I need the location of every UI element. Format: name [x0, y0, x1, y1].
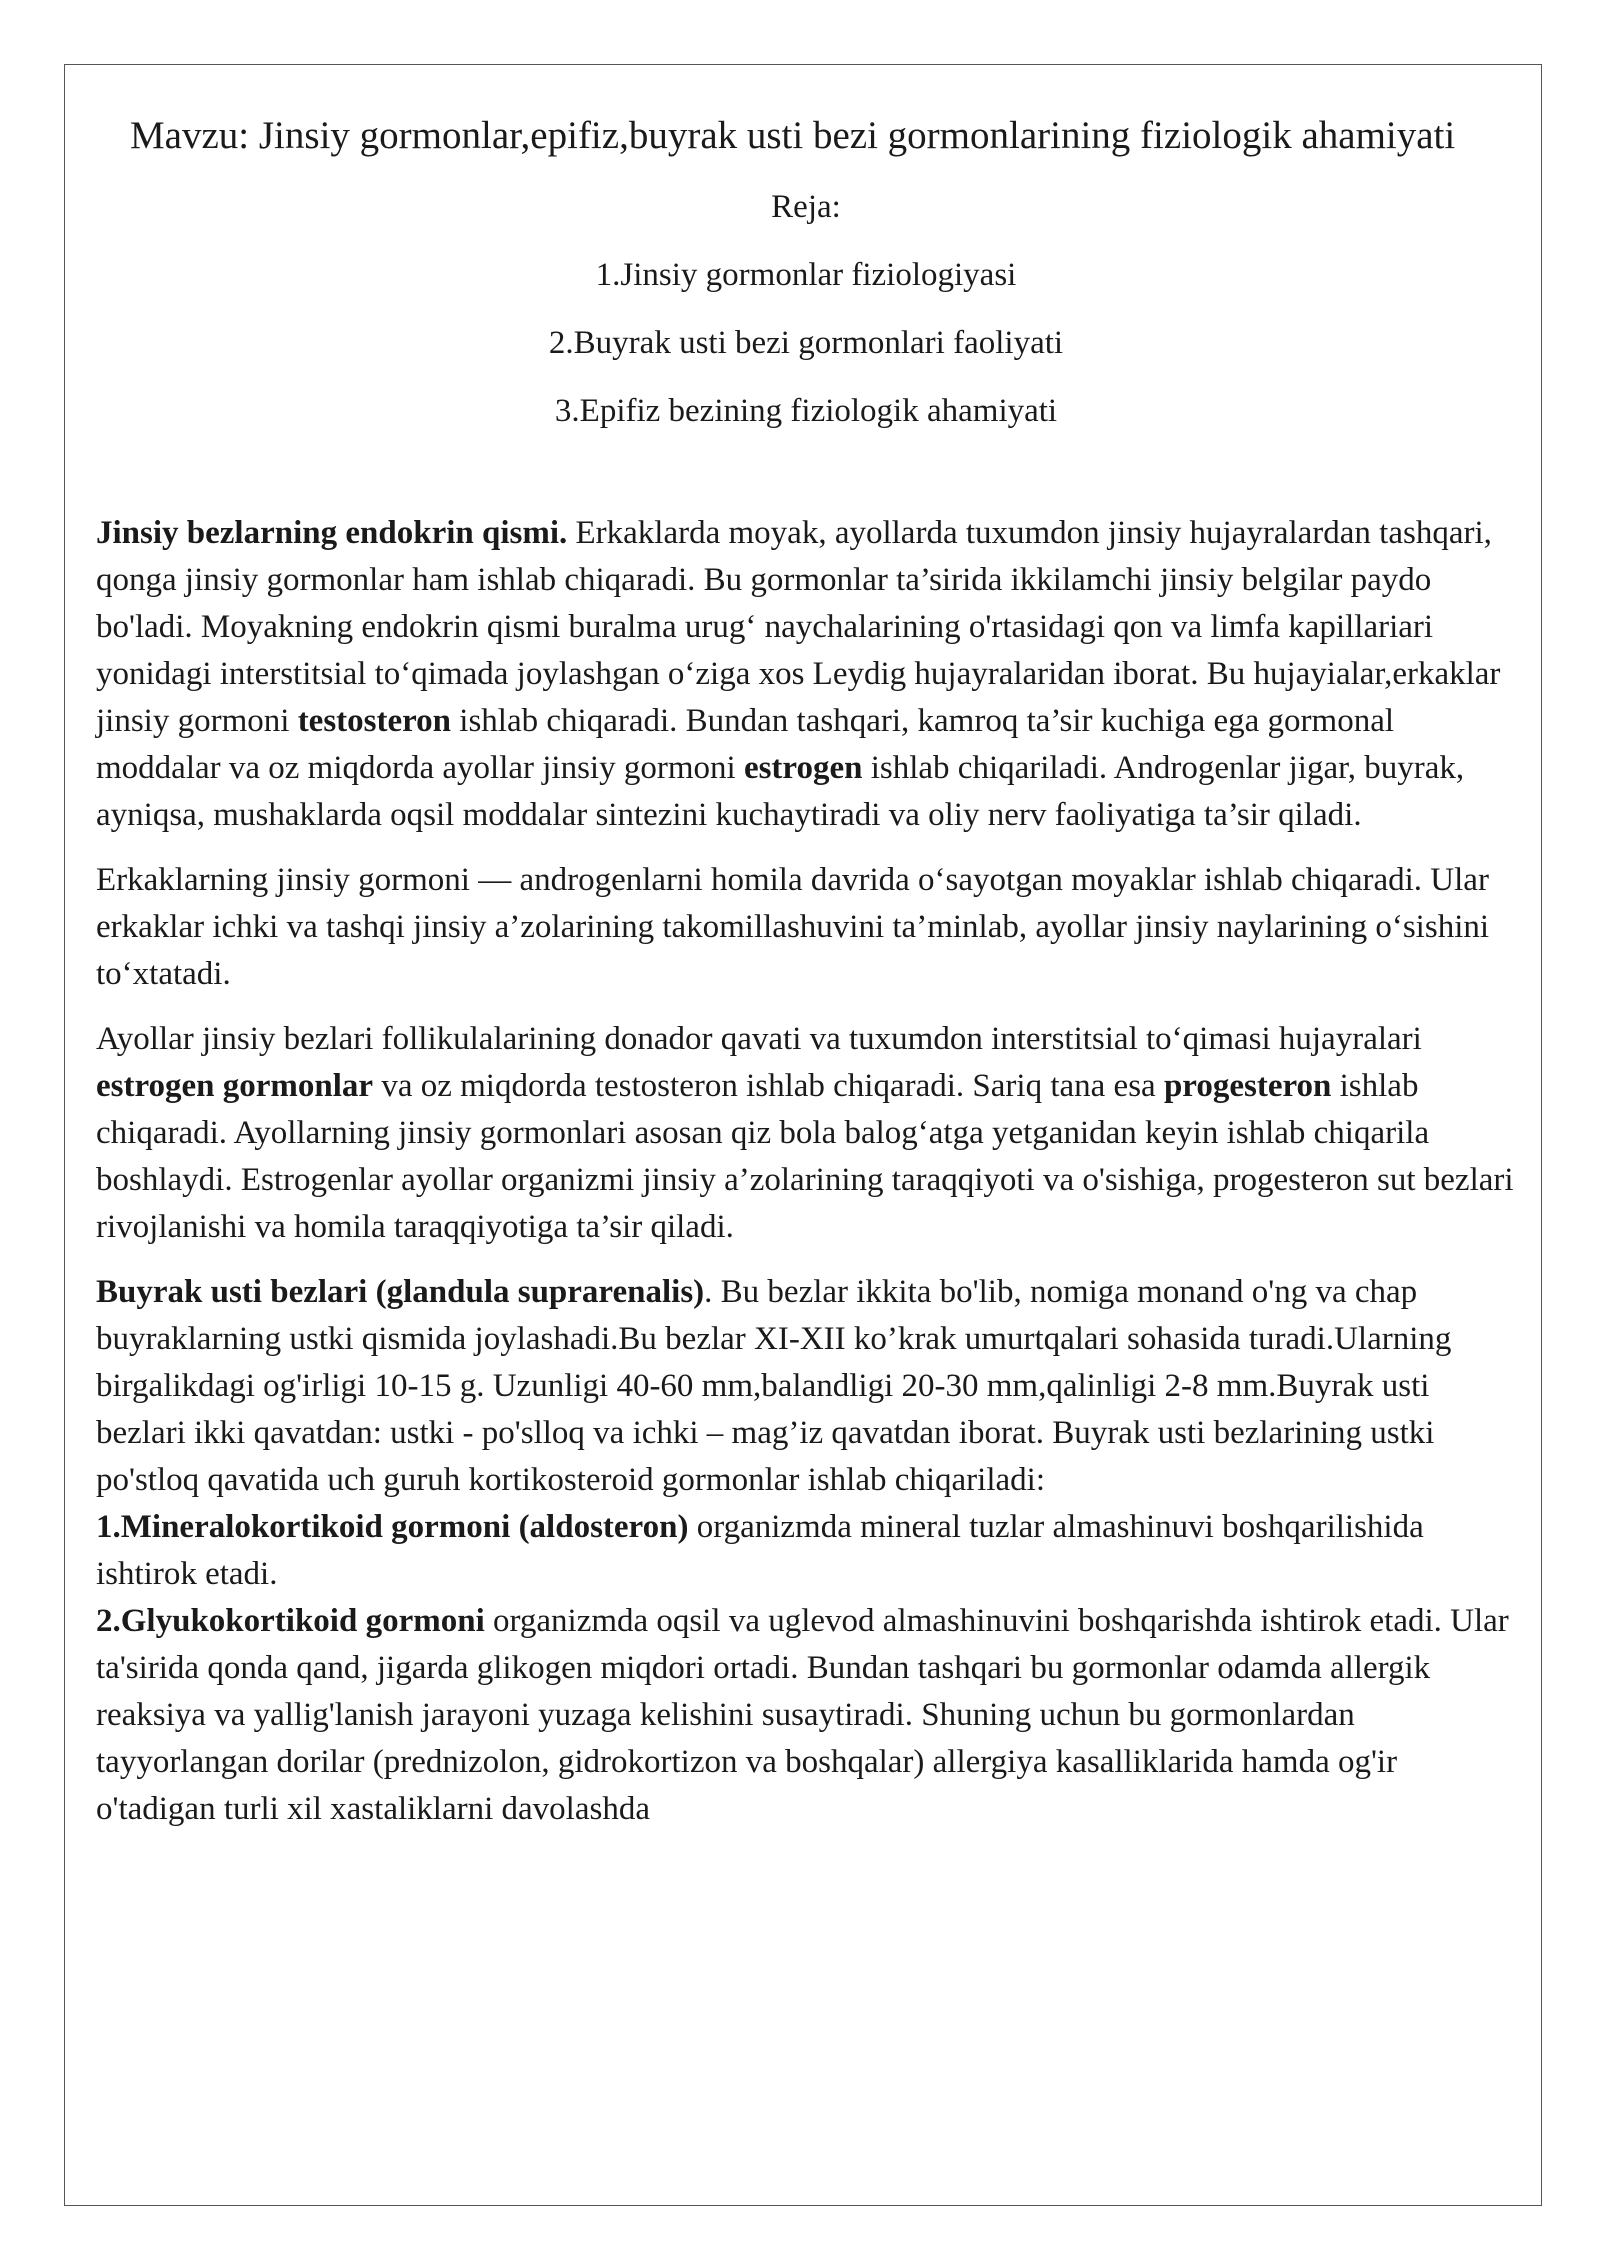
- plan-item: 1.Jinsiy gormonlar fiziologiyasi: [595, 257, 1017, 293]
- plan-section: [96, 184, 1516, 434]
- plan-item: 2.Buyrak usti bezi gormonlari faoliyati: [548, 325, 1064, 361]
- body-text: [96, 510, 1516, 1833]
- bold-term: Jinsiy bezlarning endokrin qismi.: [96, 515, 568, 551]
- paragraph-sex-glands: [96, 510, 1516, 839]
- paragraph-text: Ayollar jinsiy bezlari follikulalarining donador qavati va tuxumdon interstitsial to‘qimasi hujayralari: [96, 1021, 1422, 1057]
- paragraph-female-hormones: [96, 1016, 1516, 1251]
- bold-term: testosteron: [297, 703, 452, 739]
- plan-item: 3.Epifiz bezining fiziologik ahamiyati: [554, 393, 1058, 429]
- paragraph-text: Erkaklarda moyak, ayollarda tuxumdon jinsiy hujayralardan tashqari, qonga jinsiy gormonlar ham ishlab chiqaradi. Bu gormonlar ta’sirida ikkilamchi jinsiy belgilar paydo bo'ladi. Moyakning endokrin qismi buralma urug‘ naychalarining o'rtasidagi qon va limfa kapillariari yonidagi interstitsial to‘qimada joylashgan o‘ziga xos Leydig hujayralaridan iborat. Bu hujayialar,erkaklar jinsiy gormoni: [96, 515, 1501, 739]
- paragraph-glucocorticoid: [96, 1598, 1516, 1833]
- bold-term: Buyrak usti bezlari (glandula suprarenalis): [96, 1274, 705, 1310]
- paragraph-text: ishlab chiqaradi. Bundan tashqari, kamroq ta’sir kuchiga ega gormonal moddalar va oz miqdorda ayollar jinsiy gormoni: [96, 703, 1395, 786]
- paragraph-text: ishlab chiqaradi. Ayollarning jinsiy gormonlari asosan qiz bola balog‘atga yetganidan keyin ishlab chiqarila boshlaydi. Estrogenlar ayollar organizmi jinsiy a’zolarining taraqqiyoti va o'sishiga, progesteron sut bezlari rivojlanishi va homila taraqqiyotiga ta’sir qiladi.: [96, 1068, 1514, 1245]
- paragraph-mineralocorticoid: [96, 1504, 1516, 1598]
- page-title: Mavzu: Jinsiy gormonlar,epifiz,buyrak usti bezi gormonlarining fiziologik ahamiyati: [130, 114, 1456, 157]
- paragraph-text: organizmda mineral tuzlar almashinuvi boshqarilishida ishtirok etadi.: [96, 1509, 1424, 1592]
- bold-term: estrogen: [743, 750, 863, 786]
- bold-term: 1.Mineralokortikoid gormoni (aldosteron): [96, 1509, 689, 1545]
- bold-term: progesteron: [1163, 1068, 1332, 1104]
- paragraph-text: . Bu bezlar ikkita bo'lib, nomiga monand o'ng va chap buyraklarning ustki qismida joylashadi.Bu bezlar XI-XII ko’krak umurtqalari sohasida turadi.Ularning birgalikdagi og'irligi 10-15 g. Uzunligi 40-60 mm,balandligi 20-30 mm,qalinligi 2-8 mm.Buyrak usti bezlari ikki qavatdan: ustki - po'slloq va ichki – mag’iz qavatdan iborat. Buyrak usti bezlarining ustki po'stloq qavatida uch guruh kortikosteroid gormonlar ishlab chiqariladi:: [96, 1274, 1452, 1498]
- document-content: [96, 110, 1516, 1833]
- bold-term: 2.Glyukokortikoid gormoni: [96, 1603, 485, 1639]
- paragraph-adrenal-glands: [96, 1269, 1516, 1504]
- paragraph-text: va oz miqdorda testosteron ishlab chiqaradi. Sariq tana esa: [373, 1068, 1164, 1104]
- paragraph-text: organizmda oqsil va uglevod almashinuvini boshqarishda ishtirok etadi. Ular ta'sirida qonda qand, jigarda glikogen miqdori ortadi. Bundan tashqari bu gormonlar odamda allergik reaksiya va yallig'lanish jarayoni yuzaga kelishini susaytiradi. Shuning uchun bu gormonlardan tayyorlangan dorilar (prednizolon, gidrokortizon va boshqalar) allergiya kasalliklarida hamda og'ir o'tadigan turli xil xastaliklarni davolashda: [96, 1603, 1509, 1827]
- bold-term: estrogen gormonlar: [96, 1068, 374, 1104]
- paragraph-text: ishlab chiqariladi. Androgenlar jigar, buyrak, ayniqsa, mushaklarda oqsil moddalar sintezini kuchaytiradi va oliy nerv faoliyatiga ta’sir qiladi.: [96, 750, 1465, 833]
- plan-heading: Reja:: [771, 189, 841, 225]
- paragraph-androgens: Erkaklarning jinsiy gormoni — androgenlarni homila davrida o‘sayotgan moyaklar ishlab chiqaradi. Ular erkaklar ichki va tashqi jinsiy a’zolarining takomillashuvini ta’minlab, ayollar jinsiy naylarining o‘sishini to‘xtatadi.: [96, 862, 1490, 992]
